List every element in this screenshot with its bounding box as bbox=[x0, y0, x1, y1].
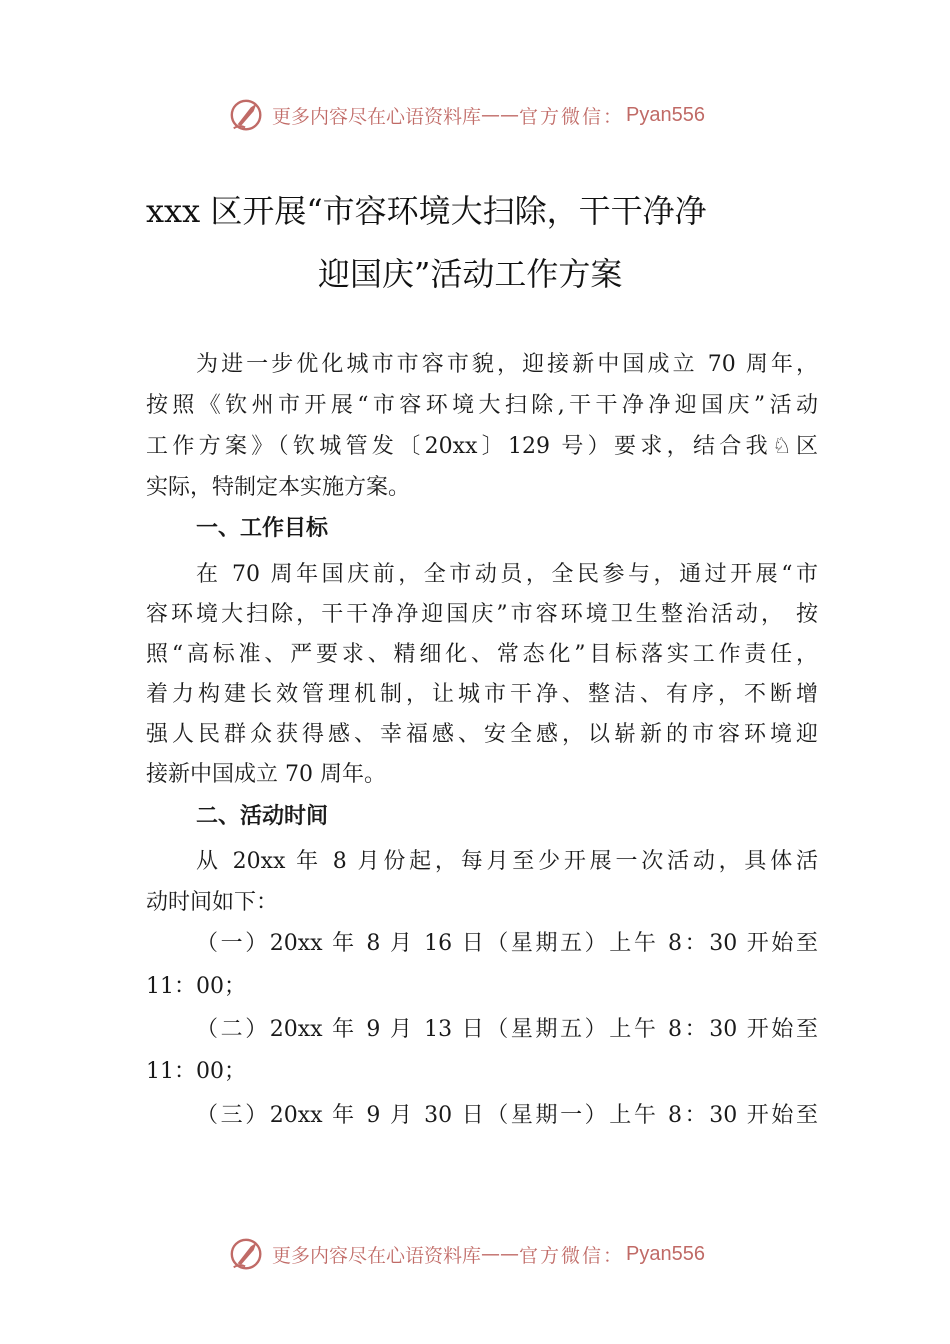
section2-line: 动时间如下： bbox=[146, 890, 279, 915]
intro-line: 工作方案》（钦城管发〔20xx〕129 号）要求，结合我♘区 bbox=[146, 434, 818, 459]
schedule-item: （一）20xx 年 8 月 16 日（星期五）上午 8：30 开始至 bbox=[196, 931, 818, 956]
section-heading-time: 二、活动时间 bbox=[196, 804, 329, 829]
pen-logo-icon bbox=[228, 96, 266, 134]
watermark-official-text: 官方微信： bbox=[519, 105, 625, 128]
section1-line: 强人民群众获得感、幸福感、安全感，以崭新的市容环境迎 bbox=[146, 722, 818, 747]
watermark-header bbox=[228, 95, 748, 135]
schedule-item: （二）20xx 年 9 月 13 日（星期五）上午 8：30 开始至 bbox=[196, 1017, 818, 1042]
schedule-item-continued: 11：00； bbox=[146, 974, 246, 999]
schedule-item: （三）20xx 年 9 月 30 日（星期一）上午 8：30 开始至 bbox=[196, 1103, 818, 1128]
watermark-library-text: 更多内容尽在心语资料库 bbox=[272, 1244, 482, 1267]
section1-line: 在 70 周年国庆前，全市动员，全民参与，通过开展“市 bbox=[196, 562, 818, 587]
section2-line: 从 20xx 年 8 月份起，每月至少开展一次活动，具体活 bbox=[196, 849, 818, 874]
section1-line: 照“高标准、严要求、精细化、常态化”目标落实工作责任， bbox=[146, 642, 818, 667]
watermark-wechat-id: Pyan556 bbox=[626, 1242, 705, 1265]
section1-line: 着力构建长效管理机制，让城市干净、整洁、有序，不断增 bbox=[146, 682, 818, 707]
watermark-separator: —— bbox=[481, 1243, 520, 1265]
watermark-official-text: 官方微信： bbox=[519, 1244, 625, 1267]
watermark-wechat-id: Pyan556 bbox=[626, 103, 705, 126]
document-title-line-1: xxx 区开展“市容环境大扫除，干干净净 bbox=[146, 192, 707, 230]
intro-line: 按照《钦州市开展“市容环境大扫除,干干净净迎国庆”活动 bbox=[146, 393, 818, 418]
document-title-line-2: 迎国庆”活动工作方案 bbox=[318, 255, 623, 293]
watermark-library-text: 更多内容尽在心语资料库 bbox=[272, 105, 482, 128]
section1-line: 接新中国成立 70 周年。 bbox=[146, 762, 386, 787]
watermark-separator: —— bbox=[481, 104, 520, 126]
schedule-item-continued: 11：00； bbox=[146, 1059, 246, 1084]
intro-line: 实际，特制定本实施方案。 bbox=[146, 475, 411, 500]
section1-line: 容环境大扫除，干干净净迎国庆”市容环境卫生整治活动， 按 bbox=[146, 602, 818, 627]
pen-logo-icon bbox=[228, 1235, 266, 1273]
intro-line: 为进一步优化城市市容市貌，迎接新中国成立 70 周年， bbox=[196, 352, 818, 377]
watermark-footer bbox=[228, 1234, 748, 1274]
section-heading-goals: 一、工作目标 bbox=[196, 516, 329, 541]
